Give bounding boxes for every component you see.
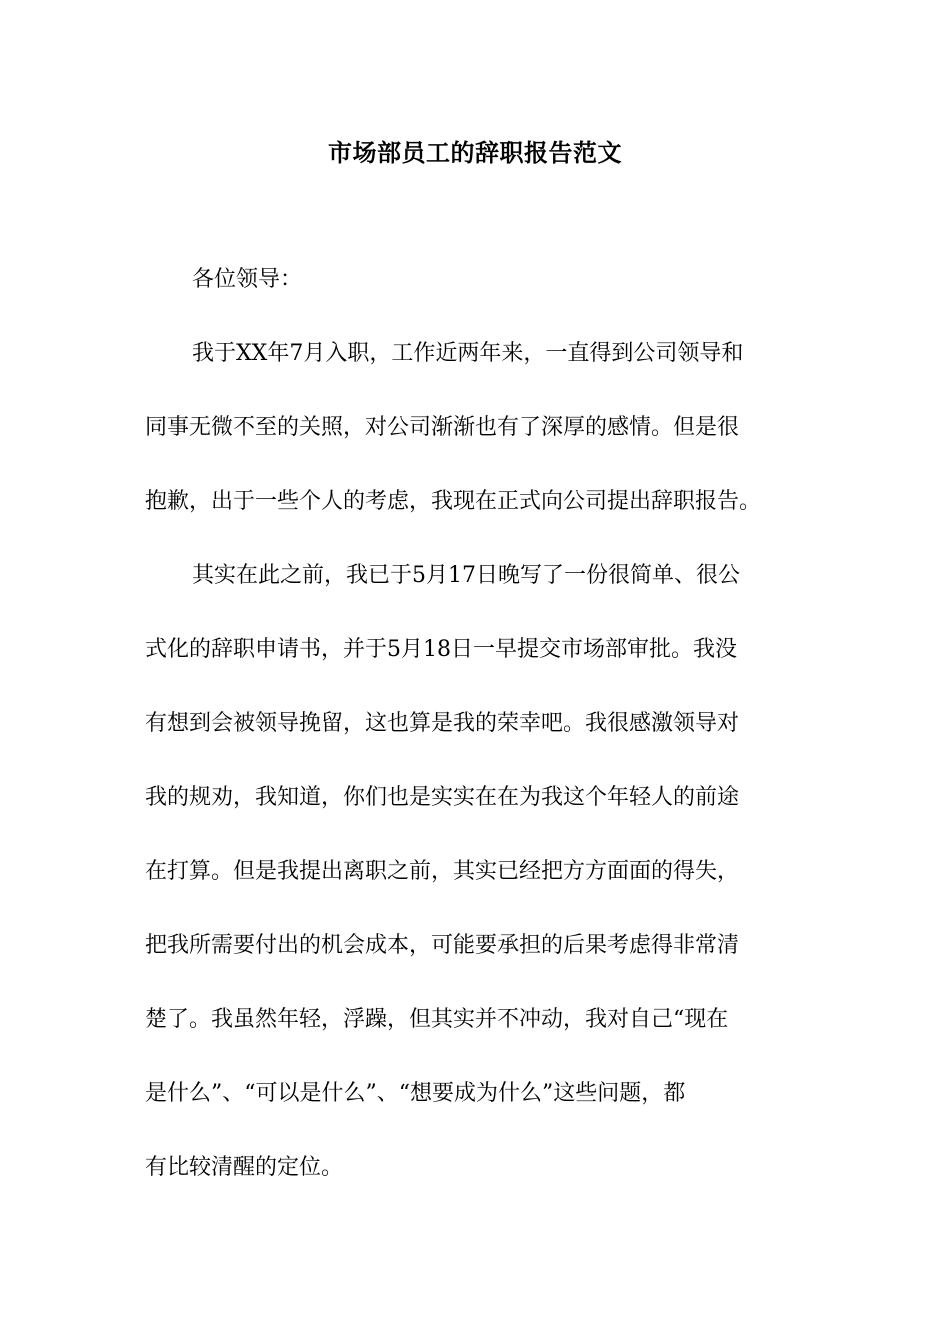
paragraph-2 bbox=[145, 539, 807, 1205]
paragraph-1 bbox=[145, 317, 807, 539]
paragraph-2-line: 在打算。但是我提出离职之前，其实已经把方方面面的得失， bbox=[145, 859, 740, 884]
paragraph-2-line: 其实在此之前，我已于5月17日晚写了一份很简单、很公 bbox=[192, 563, 740, 588]
salutation: 各位领导： bbox=[192, 267, 303, 292]
paragraph-2-line: 把我所需要付出的机会成本，可能要承担的后果考虑得非常清 bbox=[145, 933, 740, 958]
paragraph-2-line: 是什么”、“可以是什么”、“想要成为什么”这些问题，都 bbox=[145, 1081, 686, 1106]
paragraph-2-line: 我的规劝，我知道，你们也是实实在在为我这个年轻人的前途 bbox=[145, 785, 740, 810]
paragraph-2-line: 有比较清醒的定位。 bbox=[145, 1155, 344, 1180]
paragraph-2-line: 楚了。我虽然年轻，浮躁，但其实并不冲动，我对自己“现在 bbox=[145, 1007, 729, 1032]
paragraph-1-line: 同事无微不至的关照，对公司渐渐也有了深厚的感情。但是很 bbox=[145, 415, 740, 440]
paragraph-2-line: 式化的辞职申请书，并于5月18日一早提交市场部审批。我没 bbox=[145, 637, 737, 662]
paragraph-2-line: 有想到会被领导挽留，这也算是我的荣幸吧。我很感激领导对 bbox=[145, 711, 740, 736]
document-title: 市场部员工的辞职报告范文 bbox=[328, 138, 622, 167]
paragraph-1-line: 我于XX年7月入职，工作近两年来，一直得到公司领导和 bbox=[192, 341, 744, 366]
paragraph-1-line: 抱歉，出于一些个人的考虑，我现在正式向公司提出辞职报告。 bbox=[145, 489, 762, 514]
